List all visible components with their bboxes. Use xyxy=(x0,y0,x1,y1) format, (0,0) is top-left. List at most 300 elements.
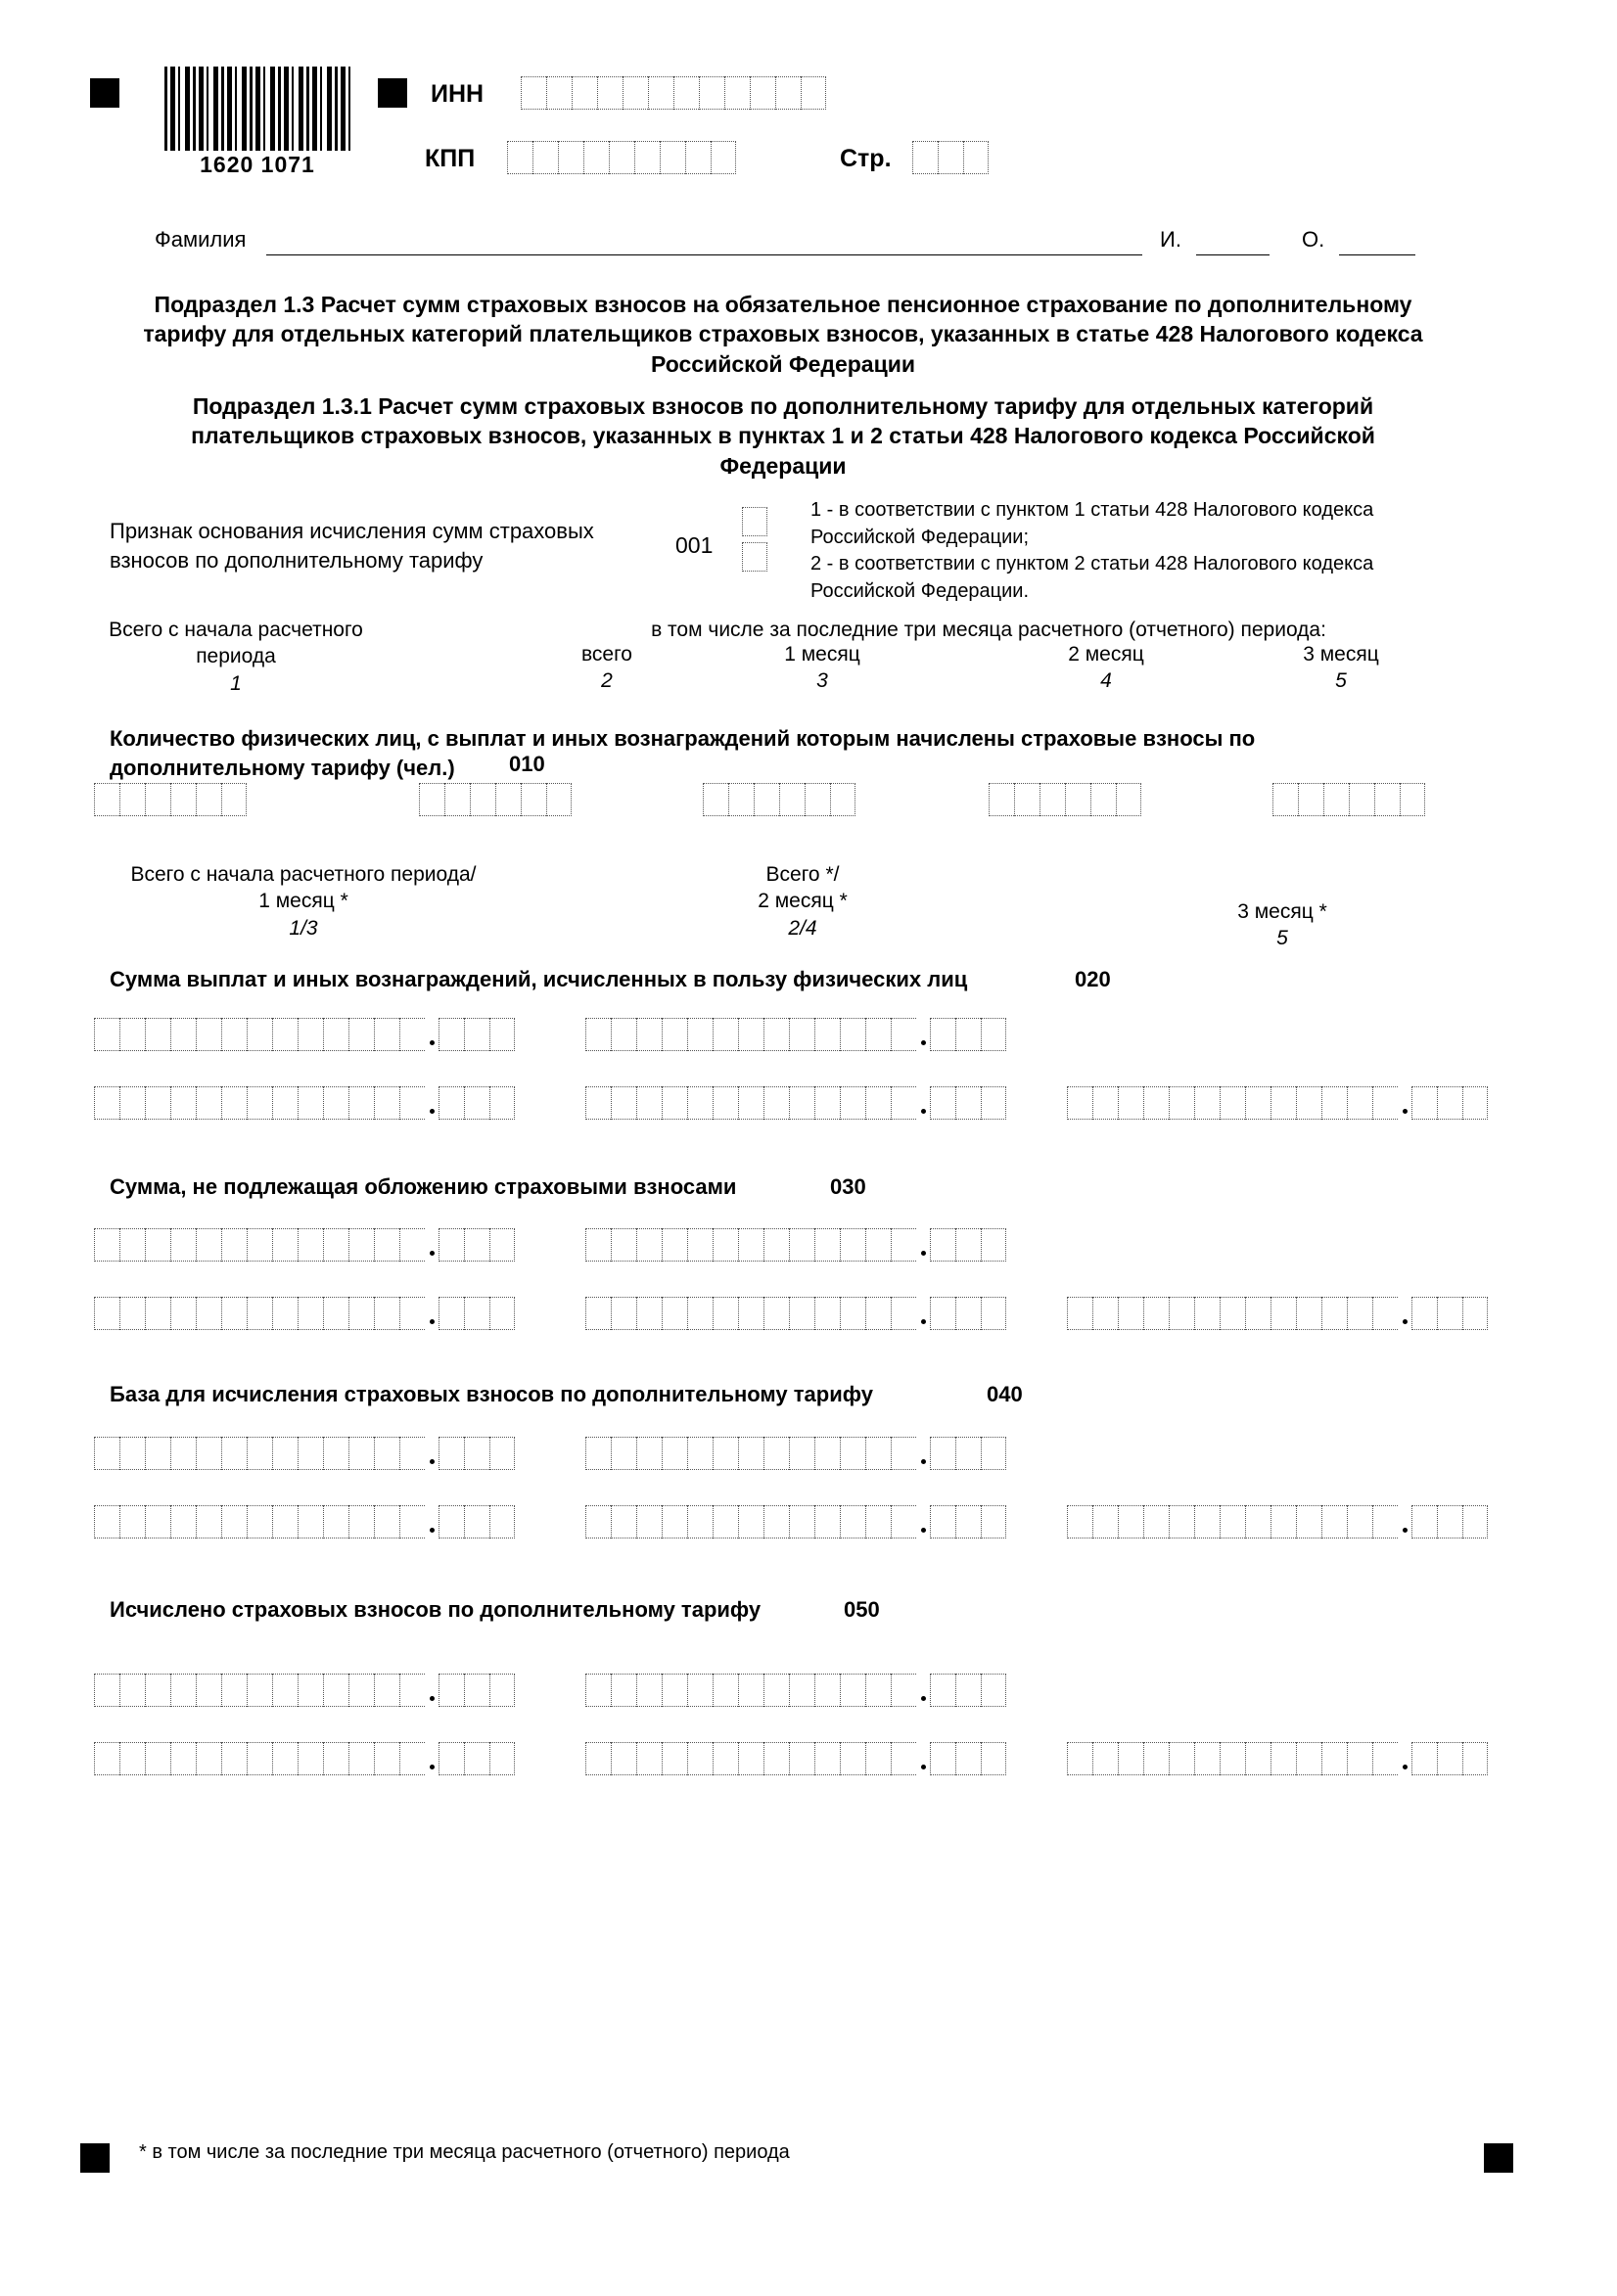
cell-box[interactable] xyxy=(298,1742,323,1775)
cell-box[interactable] xyxy=(713,1228,738,1262)
section-030-row2-col1[interactable] xyxy=(94,1297,515,1330)
cell-box[interactable] xyxy=(1462,1742,1488,1775)
cell-box[interactable] xyxy=(489,1674,515,1707)
cell-box[interactable] xyxy=(891,1437,916,1470)
cell-box[interactable] xyxy=(221,1437,247,1470)
cell-box[interactable] xyxy=(196,1228,221,1262)
cell-box[interactable] xyxy=(348,1505,374,1538)
cell-box[interactable] xyxy=(662,1742,687,1775)
cell-box[interactable] xyxy=(611,1674,636,1707)
cell-box[interactable] xyxy=(865,1437,891,1470)
cell-box[interactable] xyxy=(609,141,634,174)
cell-box[interactable] xyxy=(930,1228,955,1262)
cell-box[interactable] xyxy=(938,141,963,174)
cell-box[interactable] xyxy=(489,1505,515,1538)
cell-box[interactable] xyxy=(1245,1742,1270,1775)
cell-box[interactable] xyxy=(439,1437,464,1470)
cell-box[interactable] xyxy=(814,1437,840,1470)
cell-box[interactable] xyxy=(754,783,779,816)
cell-box[interactable] xyxy=(196,783,221,816)
cell-box[interactable] xyxy=(814,1297,840,1330)
cell-box[interactable] xyxy=(814,1228,840,1262)
cell-box[interactable] xyxy=(221,1505,247,1538)
cell-box[interactable] xyxy=(298,1018,323,1051)
cell-box[interactable] xyxy=(763,1297,789,1330)
cell-box[interactable] xyxy=(662,1505,687,1538)
cell-box[interactable] xyxy=(119,1297,145,1330)
cell-box[interactable] xyxy=(583,141,609,174)
cell-box[interactable] xyxy=(272,1018,298,1051)
cell-box[interactable] xyxy=(272,1505,298,1538)
cell-box[interactable] xyxy=(585,1674,611,1707)
cell-box[interactable] xyxy=(399,1437,425,1470)
cell-box[interactable] xyxy=(611,1742,636,1775)
cell-box[interactable] xyxy=(1323,783,1349,816)
cell-box[interactable] xyxy=(439,1297,464,1330)
cell-box[interactable] xyxy=(585,1086,611,1120)
cell-box[interactable] xyxy=(374,1228,399,1262)
cell-box[interactable] xyxy=(814,1086,840,1120)
cell-box[interactable] xyxy=(1321,1742,1347,1775)
cell-box[interactable] xyxy=(1220,1505,1245,1538)
cell-box[interactable] xyxy=(585,1018,611,1051)
cell-box[interactable] xyxy=(840,1018,865,1051)
cell-box[interactable] xyxy=(374,1505,399,1538)
cell-box[interactable] xyxy=(930,1018,955,1051)
cell-box[interactable] xyxy=(840,1742,865,1775)
cell-box[interactable] xyxy=(1374,783,1400,816)
cell-box[interactable] xyxy=(1347,1297,1372,1330)
cell-box[interactable] xyxy=(374,1742,399,1775)
cell-box[interactable] xyxy=(119,1674,145,1707)
cell-box[interactable] xyxy=(196,1505,221,1538)
cell-box[interactable] xyxy=(298,1297,323,1330)
cell-box[interactable] xyxy=(1437,1505,1462,1538)
cell-box[interactable] xyxy=(1411,1086,1437,1120)
section-050-row2-col3[interactable] xyxy=(1067,1742,1488,1775)
cell-box[interactable] xyxy=(1321,1086,1347,1120)
cell-box[interactable] xyxy=(495,783,521,816)
cell-box[interactable] xyxy=(611,1505,636,1538)
cell-box[interactable] xyxy=(1437,1742,1462,1775)
cell-box[interactable] xyxy=(840,1228,865,1262)
cell-box[interactable] xyxy=(196,1297,221,1330)
kpp-input[interactable] xyxy=(507,141,736,174)
cell-box[interactable] xyxy=(865,1674,891,1707)
cell-box[interactable] xyxy=(981,1018,1006,1051)
cell-box[interactable] xyxy=(636,1742,662,1775)
cell-box[interactable] xyxy=(1347,1086,1372,1120)
cell-box[interactable] xyxy=(981,1505,1006,1538)
cell-box[interactable] xyxy=(1296,1297,1321,1330)
cell-box[interactable] xyxy=(789,1505,814,1538)
cell-box[interactable] xyxy=(145,1437,170,1470)
cell-box[interactable] xyxy=(711,141,736,174)
cell-box[interactable] xyxy=(1296,1742,1321,1775)
section-020-row2-col2[interactable] xyxy=(585,1086,1006,1120)
cell-box[interactable] xyxy=(1092,1505,1118,1538)
cell-box[interactable] xyxy=(713,1742,738,1775)
cell-box[interactable] xyxy=(399,1228,425,1262)
cell-box[interactable] xyxy=(955,1505,981,1538)
cell-box[interactable] xyxy=(221,783,247,816)
cell-box[interactable] xyxy=(891,1742,916,1775)
cell-box[interactable] xyxy=(94,1086,119,1120)
cell-box[interactable] xyxy=(272,1742,298,1775)
cell-box[interactable] xyxy=(840,1674,865,1707)
cell-box[interactable] xyxy=(840,1086,865,1120)
cell-box[interactable] xyxy=(1118,1505,1143,1538)
cell-box[interactable] xyxy=(1270,1505,1296,1538)
cell-box[interactable] xyxy=(439,1018,464,1051)
cell-box[interactable] xyxy=(687,1228,713,1262)
cell-box[interactable] xyxy=(170,1297,196,1330)
cell-box[interactable] xyxy=(585,1297,611,1330)
cell-box[interactable] xyxy=(399,1505,425,1538)
cell-box[interactable] xyxy=(611,1086,636,1120)
cell-box[interactable] xyxy=(673,76,699,110)
cell-box[interactable] xyxy=(221,1742,247,1775)
cell-box[interactable] xyxy=(464,1437,489,1470)
cell-box[interactable] xyxy=(247,1674,272,1707)
cell-box[interactable] xyxy=(145,1742,170,1775)
section-040-row2-col1[interactable] xyxy=(94,1505,515,1538)
sign-basis-input[interactable] xyxy=(742,507,767,572)
cell-box[interactable] xyxy=(963,141,989,174)
cell-box[interactable] xyxy=(439,1086,464,1120)
cell-box[interactable] xyxy=(1143,1086,1169,1120)
cell-box[interactable] xyxy=(611,1018,636,1051)
cell-box[interactable] xyxy=(272,1297,298,1330)
cell-box[interactable] xyxy=(1092,1297,1118,1330)
cell-box[interactable] xyxy=(170,1742,196,1775)
first-initial-field[interactable] xyxy=(1196,254,1270,255)
cell-box[interactable] xyxy=(662,1228,687,1262)
section-020-row1-col1[interactable] xyxy=(94,1018,515,1051)
cell-box[interactable] xyxy=(1437,1086,1462,1120)
cell-box[interactable] xyxy=(687,1742,713,1775)
cell-box[interactable] xyxy=(489,1437,515,1470)
cell-box[interactable] xyxy=(789,1674,814,1707)
cell-box[interactable] xyxy=(891,1505,916,1538)
cell-box[interactable] xyxy=(662,1297,687,1330)
cell-box[interactable] xyxy=(1372,1742,1398,1775)
cell-box[interactable] xyxy=(1067,1086,1092,1120)
cell-box[interactable] xyxy=(323,1018,348,1051)
cell-box[interactable] xyxy=(1245,1505,1270,1538)
cell-box[interactable] xyxy=(1270,1297,1296,1330)
cell-box[interactable] xyxy=(1296,1086,1321,1120)
cell-box[interactable] xyxy=(470,783,495,816)
cell-box[interactable] xyxy=(738,1228,763,1262)
cell-box[interactable] xyxy=(298,1674,323,1707)
cell-box[interactable] xyxy=(738,1505,763,1538)
cell-box[interactable] xyxy=(1067,1742,1092,1775)
cell-box[interactable] xyxy=(1194,1297,1220,1330)
cell-box[interactable] xyxy=(247,1018,272,1051)
cell-box[interactable] xyxy=(464,1228,489,1262)
section-040-row2-col3[interactable] xyxy=(1067,1505,1488,1538)
cell-box[interactable] xyxy=(585,1228,611,1262)
cell-box[interactable] xyxy=(865,1018,891,1051)
cell-box[interactable] xyxy=(1220,1086,1245,1120)
cell-box[interactable] xyxy=(399,1674,425,1707)
cell-box[interactable] xyxy=(1118,1086,1143,1120)
cell-box[interactable] xyxy=(636,1018,662,1051)
cell-box[interactable] xyxy=(1169,1086,1194,1120)
cell-box[interactable] xyxy=(94,1674,119,1707)
cell-box[interactable] xyxy=(572,76,597,110)
cell-box[interactable] xyxy=(348,1437,374,1470)
cell-box[interactable] xyxy=(348,1018,374,1051)
cell-box[interactable] xyxy=(221,1228,247,1262)
cell-box[interactable] xyxy=(789,1086,814,1120)
cell-box[interactable] xyxy=(145,1505,170,1538)
cell-box[interactable] xyxy=(1092,1742,1118,1775)
cell-box[interactable] xyxy=(955,1437,981,1470)
cell-box[interactable] xyxy=(623,76,648,110)
cell-box[interactable] xyxy=(789,1742,814,1775)
cell-box[interactable] xyxy=(444,783,470,816)
cell-box[interactable] xyxy=(750,76,775,110)
cell-box[interactable] xyxy=(464,1505,489,1538)
section-050-row1-col2[interactable] xyxy=(585,1674,1006,1707)
cell-box[interactable] xyxy=(119,1742,145,1775)
cell-box[interactable] xyxy=(1067,1505,1092,1538)
cell-box[interactable] xyxy=(981,1674,1006,1707)
cell-box[interactable] xyxy=(1067,1297,1092,1330)
second-initial-field[interactable] xyxy=(1339,254,1415,255)
section-050-row2-col2[interactable] xyxy=(585,1742,1006,1775)
cell-box[interactable] xyxy=(1169,1505,1194,1538)
cell-box[interactable] xyxy=(662,1674,687,1707)
cell-box[interactable] xyxy=(272,1674,298,1707)
cell-box[interactable] xyxy=(94,1437,119,1470)
cell-box[interactable] xyxy=(489,1297,515,1330)
cell-box[interactable] xyxy=(170,1674,196,1707)
cell-box[interactable] xyxy=(170,1437,196,1470)
cell-box[interactable] xyxy=(742,542,767,572)
cell-box[interactable] xyxy=(399,1018,425,1051)
cell-box[interactable] xyxy=(738,1437,763,1470)
cell-box[interactable] xyxy=(805,783,830,816)
cell-box[interactable] xyxy=(955,1018,981,1051)
cell-box[interactable] xyxy=(1194,1086,1220,1120)
cell-box[interactable] xyxy=(685,141,711,174)
cell-box[interactable] xyxy=(611,1437,636,1470)
cell-box[interactable] xyxy=(814,1674,840,1707)
cell-box[interactable] xyxy=(323,1742,348,1775)
cell-box[interactable] xyxy=(1462,1297,1488,1330)
cell-box[interactable] xyxy=(1347,1742,1372,1775)
cell-box[interactable] xyxy=(119,1018,145,1051)
cell-box[interactable] xyxy=(703,783,728,816)
cell-box[interactable] xyxy=(775,76,801,110)
cell-box[interactable] xyxy=(348,1674,374,1707)
cell-box[interactable] xyxy=(981,1437,1006,1470)
cell-box[interactable] xyxy=(348,1742,374,1775)
cell-box[interactable] xyxy=(955,1086,981,1120)
cell-box[interactable] xyxy=(323,1297,348,1330)
cell-box[interactable] xyxy=(521,76,546,110)
cell-box[interactable] xyxy=(636,1437,662,1470)
cell-box[interactable] xyxy=(789,1228,814,1262)
cell-box[interactable] xyxy=(1298,783,1323,816)
cell-box[interactable] xyxy=(119,1086,145,1120)
cell-box[interactable] xyxy=(196,1437,221,1470)
cell-box[interactable] xyxy=(1296,1505,1321,1538)
cell-box[interactable] xyxy=(323,1228,348,1262)
inn-input[interactable] xyxy=(521,76,826,110)
cell-box[interactable] xyxy=(930,1742,955,1775)
section-020-row1-col2[interactable] xyxy=(585,1018,1006,1051)
cell-box[interactable] xyxy=(981,1742,1006,1775)
cell-box[interactable] xyxy=(374,1297,399,1330)
cell-box[interactable] xyxy=(348,1086,374,1120)
cell-box[interactable] xyxy=(507,141,532,174)
cell-box[interactable] xyxy=(1270,1086,1296,1120)
cell-box[interactable] xyxy=(323,1505,348,1538)
cell-box[interactable] xyxy=(170,1228,196,1262)
cell-box[interactable] xyxy=(930,1674,955,1707)
cell-box[interactable] xyxy=(662,1086,687,1120)
cell-box[interactable] xyxy=(1400,783,1425,816)
cell-box[interactable] xyxy=(585,1437,611,1470)
cell-box[interactable] xyxy=(196,1742,221,1775)
cell-box[interactable] xyxy=(662,1437,687,1470)
cell-box[interactable] xyxy=(1321,1297,1347,1330)
cell-box[interactable] xyxy=(221,1297,247,1330)
cell-box[interactable] xyxy=(865,1228,891,1262)
cell-box[interactable] xyxy=(119,1228,145,1262)
cell-box[interactable] xyxy=(830,783,855,816)
cell-box[interactable] xyxy=(738,1297,763,1330)
cell-box[interactable] xyxy=(1462,1086,1488,1120)
cell-box[interactable] xyxy=(840,1505,865,1538)
cell-box[interactable] xyxy=(814,1018,840,1051)
cell-box[interactable] xyxy=(1194,1505,1220,1538)
cell-box[interactable] xyxy=(1116,783,1141,816)
cell-box[interactable] xyxy=(247,1505,272,1538)
cell-box[interactable] xyxy=(1143,1297,1169,1330)
cell-box[interactable] xyxy=(145,1297,170,1330)
cell-box[interactable] xyxy=(374,1018,399,1051)
cell-box[interactable] xyxy=(1372,1086,1398,1120)
cell-box[interactable] xyxy=(585,1505,611,1538)
cell-box[interactable] xyxy=(1143,1742,1169,1775)
cell-box[interactable] xyxy=(1272,783,1298,816)
cell-box[interactable] xyxy=(912,141,938,174)
cell-box[interactable] xyxy=(840,1297,865,1330)
cell-box[interactable] xyxy=(699,76,724,110)
cell-box[interactable] xyxy=(1220,1742,1245,1775)
cell-box[interactable] xyxy=(763,1742,789,1775)
cell-box[interactable] xyxy=(930,1437,955,1470)
cell-box[interactable] xyxy=(981,1297,1006,1330)
cell-box[interactable] xyxy=(298,1505,323,1538)
cell-box[interactable] xyxy=(1092,1086,1118,1120)
cell-box[interactable] xyxy=(648,76,673,110)
cell-box[interactable] xyxy=(399,1297,425,1330)
cell-box[interactable] xyxy=(439,1228,464,1262)
cell-box[interactable] xyxy=(1118,1742,1143,1775)
section-030-row2-col2[interactable] xyxy=(585,1297,1006,1330)
cell-box[interactable] xyxy=(742,507,767,536)
cell-box[interactable] xyxy=(196,1086,221,1120)
cell-box[interactable] xyxy=(489,1228,515,1262)
section-030-row2-col3[interactable] xyxy=(1067,1297,1488,1330)
cell-box[interactable] xyxy=(439,1674,464,1707)
cell-box[interactable] xyxy=(196,1674,221,1707)
cell-box[interactable] xyxy=(611,1297,636,1330)
cell-box[interactable] xyxy=(801,76,826,110)
cell-box[interactable] xyxy=(814,1505,840,1538)
cell-box[interactable] xyxy=(891,1228,916,1262)
cell-box[interactable] xyxy=(865,1297,891,1330)
cell-box[interactable] xyxy=(196,1018,221,1051)
cell-box[interactable] xyxy=(814,1742,840,1775)
cell-box[interactable] xyxy=(439,1505,464,1538)
cell-box[interactable] xyxy=(1169,1742,1194,1775)
cell-box[interactable] xyxy=(955,1742,981,1775)
section-050-row2-col1[interactable] xyxy=(94,1742,515,1775)
cell-box[interactable] xyxy=(1245,1297,1270,1330)
cell-box[interactable] xyxy=(891,1018,916,1051)
cell-box[interactable] xyxy=(489,1086,515,1120)
cell-box[interactable] xyxy=(930,1086,955,1120)
cell-box[interactable] xyxy=(738,1742,763,1775)
cell-box[interactable] xyxy=(298,1228,323,1262)
cell-box[interactable] xyxy=(713,1018,738,1051)
section-020-row2-col1[interactable] xyxy=(94,1086,515,1120)
cell-box[interactable] xyxy=(713,1674,738,1707)
cell-box[interactable] xyxy=(713,1437,738,1470)
cell-box[interactable] xyxy=(738,1018,763,1051)
cell-box[interactable] xyxy=(1349,783,1374,816)
cell-box[interactable] xyxy=(298,1437,323,1470)
cell-box[interactable] xyxy=(1347,1505,1372,1538)
cell-box[interactable] xyxy=(713,1086,738,1120)
cell-box[interactable] xyxy=(94,1018,119,1051)
cell-box[interactable] xyxy=(634,141,660,174)
cell-box[interactable] xyxy=(930,1505,955,1538)
cell-box[interactable] xyxy=(272,1086,298,1120)
cell-box[interactable] xyxy=(145,1086,170,1120)
cell-box[interactable] xyxy=(247,1228,272,1262)
cell-box[interactable] xyxy=(1437,1297,1462,1330)
cell-box[interactable] xyxy=(546,783,572,816)
quantity-input-col3[interactable] xyxy=(703,783,855,816)
cell-box[interactable] xyxy=(728,783,754,816)
section-040-row1-col1[interactable] xyxy=(94,1437,515,1470)
cell-box[interactable] xyxy=(636,1086,662,1120)
quantity-input-col1[interactable] xyxy=(94,783,247,816)
cell-box[interactable] xyxy=(374,1674,399,1707)
cell-box[interactable] xyxy=(247,1297,272,1330)
cell-box[interactable] xyxy=(891,1297,916,1330)
cell-box[interactable] xyxy=(687,1674,713,1707)
cell-box[interactable] xyxy=(687,1505,713,1538)
page-number-input[interactable] xyxy=(912,141,989,174)
cell-box[interactable] xyxy=(94,1297,119,1330)
cell-box[interactable] xyxy=(891,1086,916,1120)
cell-box[interactable] xyxy=(687,1086,713,1120)
cell-box[interactable] xyxy=(1321,1505,1347,1538)
cell-box[interactable] xyxy=(1411,1742,1437,1775)
cell-box[interactable] xyxy=(1040,783,1065,816)
section-040-row1-col2[interactable] xyxy=(585,1437,1006,1470)
cell-box[interactable] xyxy=(464,1086,489,1120)
